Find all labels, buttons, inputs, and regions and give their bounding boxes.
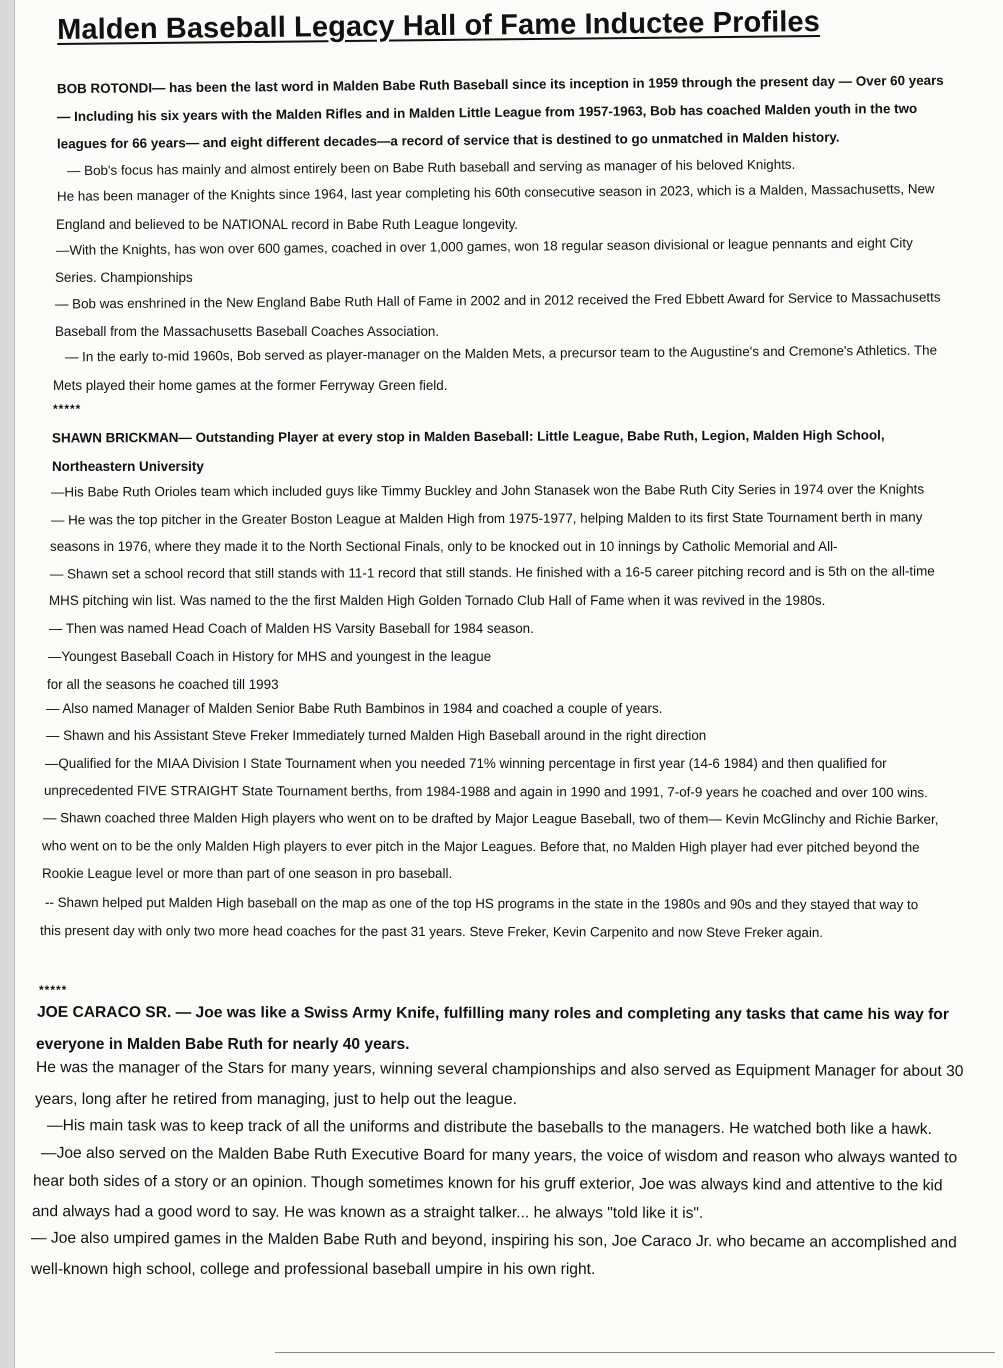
brickman-line: —Youngest Baseball Coach in History for MHS and youngest in the league bbox=[48, 649, 492, 664]
brickman-line: -- Shawn helped put Malden High baseball on the map as one of the top HS programs in the state in the 1980s and 90s and they stayed that way to bbox=[44, 894, 919, 913]
caraco-line: well-known high school, college and professional baseball umpire in his own right. bbox=[31, 1261, 596, 1278]
rotondi-line: —With the Knights, has won over 600 games, coached in over 1,000 games, won 18 regular season divisional or league pennants and eight City bbox=[55, 235, 913, 258]
brickman-line: unprecedented FIVE STRAIGHT State Tournament berths, from 1984-1988 and again in 1990 and 1991, 7-of-9 years he coached and over 100 wins. bbox=[43, 782, 928, 801]
brickman-line: — Shawn set a school record that still stands with 11-1 record that still stands. He finished with a 16-5 career pitching record and is 5th on the all-time bbox=[49, 563, 935, 582]
brickman-line: — Then was named Head Coach of Malden HS Varsity Baseball for 1984 season. bbox=[49, 621, 534, 636]
brickman-line: —His Babe Ruth Orioles team which included guys like Timmy Buckley and John Stanasek won the Babe Ruth City Series in 1974 over the Knights bbox=[50, 481, 925, 500]
rotondi-line: — Including his six years with the Malden Rifles and in Malden Little League from 1957-1963, Bob has coached Malden youth in the two bbox=[56, 100, 918, 125]
caraco-line: and always had a good word to say. He was known as a straight talker... he always "told like it is". bbox=[31, 1203, 704, 1222]
page-bottom-edge bbox=[275, 1352, 995, 1353]
caraco-line: —Joe also served on the Malden Babe Ruth Executive Board for many years, the voice of wisdom and reason who always wanted to bbox=[40, 1144, 958, 1167]
rotondi-line: — In the early to-mid 1960s, Bob served as player-manager on the Malden Mets, a precursor team to the Augustine's and Cremone's Athletics. The bbox=[64, 342, 938, 365]
rotondi-line: — Bob's focus has mainly and almost entirely been on Babe Ruth baseball and serving as manager of his beloved Knights. bbox=[66, 156, 796, 179]
section-separator: ***** bbox=[39, 983, 68, 997]
rotondi-line: — Bob was enshrined in the New England Babe Ruth Hall of Fame in 2002 and in 2012 received the Fred Ebbett Award for Service to Massachusetts bbox=[54, 289, 941, 312]
section-separator: ***** bbox=[53, 402, 82, 416]
caraco-line: —His main task was to keep track of all the uniforms and distribute the baseballs to the managers. He watched both like a hawk. bbox=[46, 1117, 933, 1138]
caraco-line: hear both sides of a story or an opinion. Though sometimes known for his gruff exterior, Joe was always kind and attentive to the kid bbox=[32, 1172, 943, 1195]
rotondi-line: leagues for 66 years— and eight different decades—a record of service that is destined to go unmatched in Malden history. bbox=[56, 129, 840, 152]
brickman-line: MHS pitching win list. Was named to the the first Malden High Golden Tornado Club Hall of Fame when it was revived in the 1980s. bbox=[49, 593, 826, 608]
caraco-line: — Joe also umpired games in the Malden Babe Ruth and beyond, inspiring his son, Joe Caraco Jr. who became an accomplished and bbox=[30, 1229, 957, 1252]
brickman-heading-line: SHAWN BRICKMAN— Outstanding Player at every stop in Malden Baseball: Little League, Babe Ruth, Legion, Malden High School, bbox=[51, 427, 885, 446]
brickman-line: — Shawn and his Assistant Steve Freker Immediately turned Malden High Baseball around in the right direction bbox=[46, 728, 707, 743]
brickman-line: Rookie League level or more than part of one season in pro baseball. bbox=[42, 866, 453, 881]
brickman-line: who went on to be the only Malden High players to ever pitch in the Major Leagues. Before that, no Malden High player had ever pitched beyond the bbox=[41, 838, 920, 855]
rotondi-heading-line: BOB ROTONDI— has been the last word in Malden Babe Ruth Baseball since its inception in 1959 through the present day — Over 60 years bbox=[56, 72, 944, 97]
caraco-heading-line: JOE CARACO SR. — Joe was like a Swiss Army Knife, fulfilling many roles and completing any tasks that came his way for bbox=[36, 1003, 949, 1024]
rotondi-line: Baseball from the Massachusetts Baseball Coaches Association. bbox=[55, 324, 440, 339]
document-page bbox=[14, 0, 1003, 1368]
rotondi-line: England and believed to be NATIONAL record in Babe Ruth League longevity. bbox=[56, 217, 519, 232]
brickman-heading-line: Northeastern University bbox=[52, 459, 204, 474]
brickman-line: this present day with only two more head coaches for the past 31 years. Steve Freker, Kevin Carpenito and now Steve Freker again. bbox=[39, 922, 824, 941]
brickman-line: for all the seasons he coached till 1993 bbox=[47, 677, 279, 692]
brickman-line: —Qualified for the MIAA Division I State Tournament when you needed 71% winning percentage in first year (14-6 1984) and then qualified for bbox=[45, 756, 887, 771]
brickman-line: — Also named Manager of Malden Senior Babe Ruth Bambinos in 1984 and coached a couple of years. bbox=[46, 701, 663, 716]
caraco-line: years, long after he retired from managing, just to help out the league. bbox=[35, 1091, 517, 1108]
caraco-heading-line: everyone in Malden Babe Ruth for nearly 40 years. bbox=[36, 1036, 410, 1053]
rotondi-line: He has been manager of the Knights since 1964, last year completing his 60th consecutive season in 2023, which is a Malden, Massachusetts, New bbox=[56, 181, 935, 204]
caraco-line: He was the manager of the Stars for many years, winning several championships and also served as Equipment Manager for about 30 bbox=[35, 1058, 964, 1081]
brickman-line: seasons in 1976, where they made it to the North Sectional Finals, only to be knocked out in 10 innings by Catholic Memorial and All- bbox=[50, 539, 838, 554]
brickman-line: — Shawn coached three Malden High players who went on to be drafted by Major League Baseball, two of them— Kevin McGlinchy and Richie Barker, bbox=[42, 810, 939, 827]
brickman-line: — He was the top pitcher in the Greater Boston League at Malden High from 1975-1977, helping Malden to its first State Tournament berth in many bbox=[50, 509, 923, 528]
page-title: Malden Baseball Legacy Hall of Fame Inductee Profiles bbox=[57, 6, 821, 46]
rotondi-line: Series. Championships bbox=[55, 270, 193, 285]
rotondi-line: Mets played their home games at the former Ferryway Green field. bbox=[53, 378, 448, 393]
